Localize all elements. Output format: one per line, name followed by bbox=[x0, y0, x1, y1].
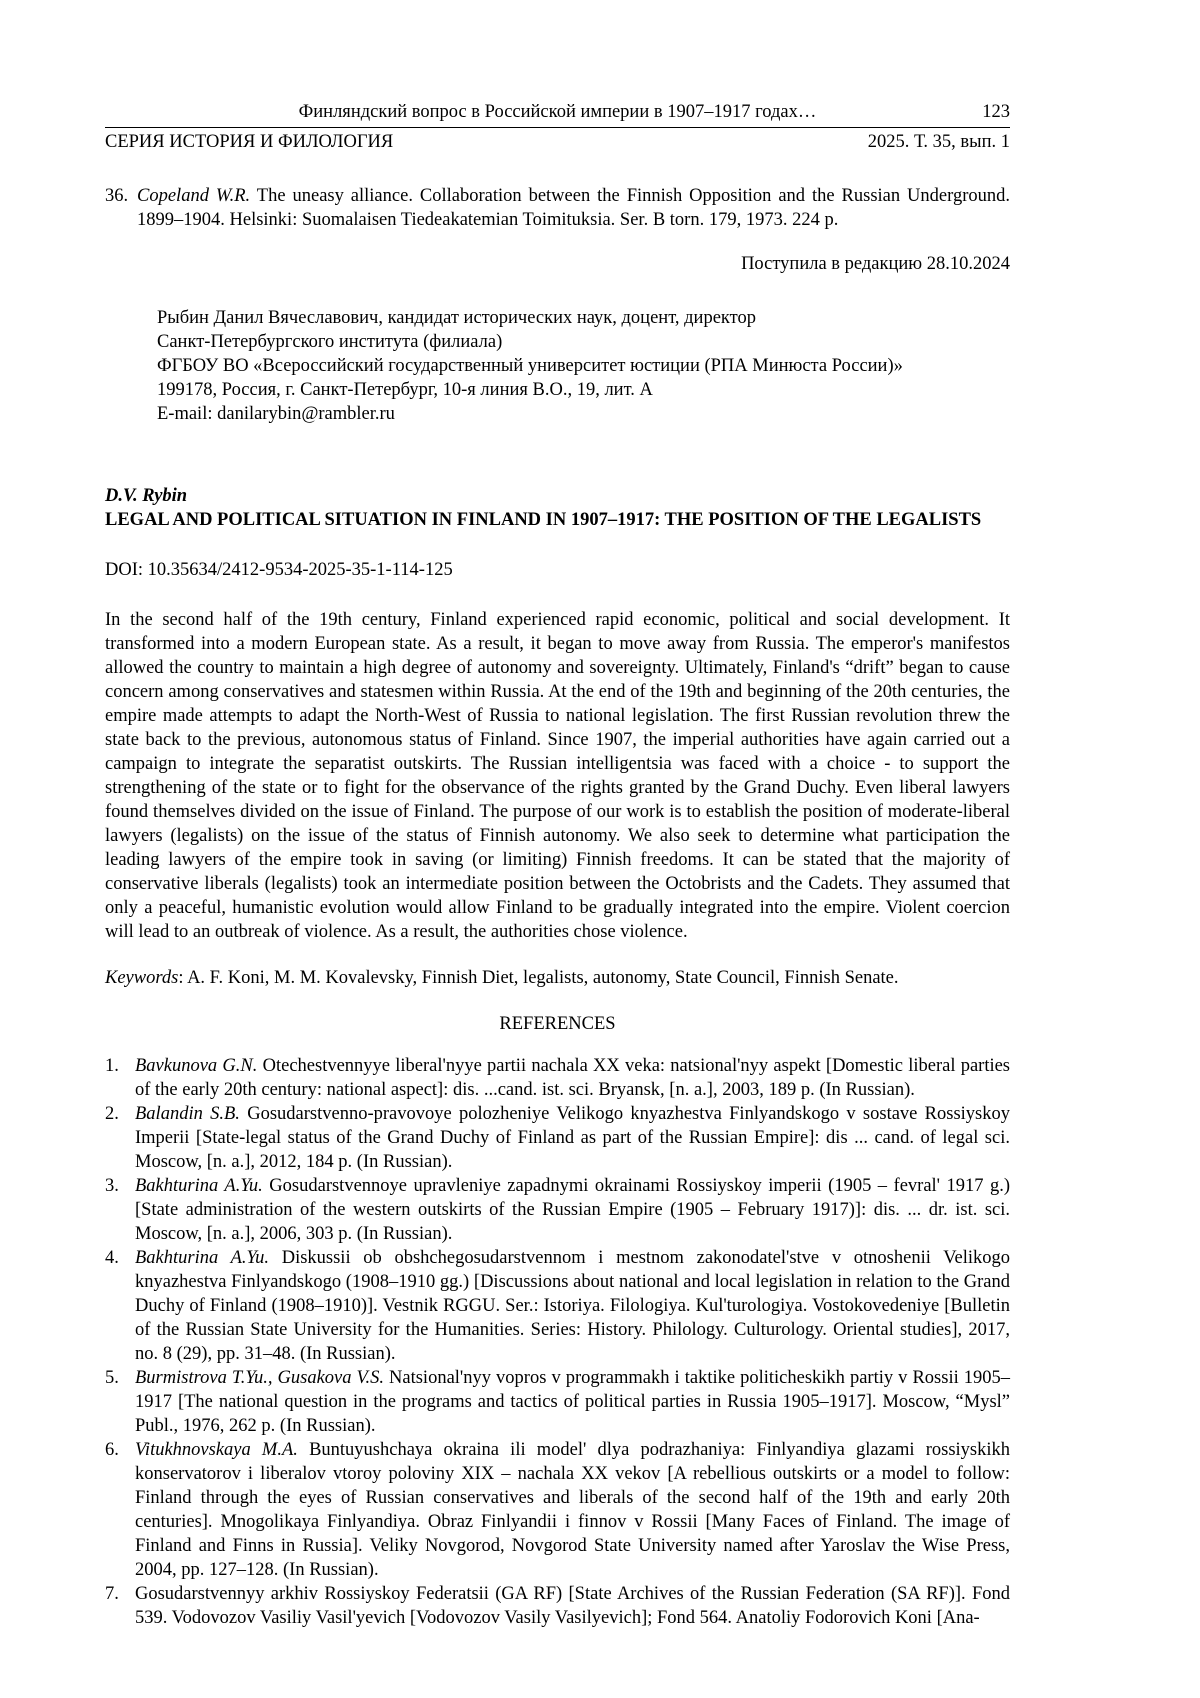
article-doi: DOI: 10.35634/2412-9534-2025-35-1-114-125 bbox=[105, 560, 453, 580]
keywords-line bbox=[105, 966, 1010, 990]
received-date: Поступила в редакцию 28.10.2024 bbox=[741, 254, 1010, 274]
reference-text: Copeland W.R. The uneasy alliance. Collaboration between the Finnish Opposition and the Russian Underground. 1899–1904. Helsinki: Suomalaisen Tiedeakatemian Toimituksia. Ser. B torn. 179, 1973. 224 p. bbox=[137, 186, 1010, 230]
article-title: LEGAL AND POLITICAL SITUATION IN FINLAND IN 1907–1917: THE POSITION OF THE LEGALISTS bbox=[105, 510, 982, 530]
references-heading: REFERENCES bbox=[499, 1014, 616, 1034]
keywords-text: : A. F. Koni, M. M. Kovalevsky, Finnish Diet, legalists, autonomy, State Council, Finnish Senate. bbox=[178, 968, 899, 988]
article-author: D.V. Rybin bbox=[105, 486, 188, 506]
reference-text: Balandin S.B. Gosudarstvenno-pravovoye polozheniye Velikogo knyazhestva Finlyandskogo v sostave Rossiyskoy Imperii [State-legal status of the Grand Duchy of Finland as part of the Russian Empire]: dis ... cand. of legal sci. Moscow, [n. a.], 2012, 184 p. (In Russian). bbox=[135, 1104, 1011, 1172]
reference-text: Burmistrova T.Yu., Gusakova V.S. Natsional'nyy vopros v programmakh i taktike politicheskikh partiy v Rossii 1905–1917 [The national question in the programs and tactics of political parties in Russia 1905–1917]. Moscow, “Mysl” Publ., 1976, 262 p. (In Russian). bbox=[135, 1368, 1011, 1436]
author-info-line: Рыбин Данил Вячеславович, кандидат исторических наук, доцент, директор bbox=[157, 308, 757, 328]
author-info-line: E-mail: danilarybin@rambler.ru bbox=[157, 404, 395, 424]
reference-number: 2. bbox=[105, 1104, 119, 1124]
series-row bbox=[105, 130, 1010, 154]
reference-text: Bakhturina A.Yu. Diskussii ob obshchegosudarstvennom i mestnom zakonodatel'stve v otnoshenii Velikogo knyazhestva Finlyandskogo (1908–1910 gg.) [Discussions about national and local legislation in relation to the Grand Duchy of Finland (1908–1910)]. Vestnik RGGU. Ser.: Istoriya. Filologiya. Kul'turologiya. Vostokovedeniye [Bulletin of the Russian State University for the Humanities. Series: History. Philology. Culturology. Oriental studies], 2017, no. 8 (29), pp. 31–48. (In Russian). bbox=[135, 1248, 1011, 1364]
reference-author: Burmistrova T.Yu., Gusakova V.S. bbox=[135, 1368, 384, 1388]
author-info-line: ФГБОУ ВО «Всероссийский государственный университет юстиции (РПА Минюста России)» bbox=[157, 356, 903, 376]
volume-info: 2025. Т. 35, вып. 1 bbox=[867, 132, 1010, 152]
reference-number: 1. bbox=[105, 1056, 119, 1076]
reference-item bbox=[105, 1102, 1010, 1174]
reference-author: Balandin S.B. bbox=[135, 1104, 240, 1124]
running-head-row bbox=[105, 100, 1010, 124]
reference-number: 36. bbox=[105, 186, 129, 206]
author-info-block bbox=[157, 306, 1010, 426]
author-info-line: Санкт-Петербургского института (филиала) bbox=[157, 332, 503, 352]
reference-item bbox=[105, 1174, 1010, 1246]
reference-item bbox=[105, 1366, 1010, 1438]
page-number: 123 bbox=[982, 102, 1010, 122]
reference-number: 4. bbox=[105, 1248, 119, 1268]
reference-author: Bavkunova G.N. bbox=[135, 1056, 258, 1076]
series-title: СЕРИЯ ИСТОРИЯ И ФИЛОЛОГИЯ bbox=[105, 132, 394, 152]
header-rule bbox=[105, 127, 1010, 128]
reference-text: Bavkunova G.N. Otechestvennyye liberal'nyye partii nachala XX veka: natsional'nyy aspekt [Domestic liberal parties of the early 20th century: national aspect]: dis. ...cand. ist. sci. Bryansk, [n. a.], 2003, 189 p. (In Russian). bbox=[135, 1056, 1011, 1100]
keywords-label: Keywords bbox=[105, 968, 179, 988]
reference-item-36 bbox=[105, 184, 1010, 232]
reference-item bbox=[105, 1438, 1010, 1582]
reference-author: Copeland W.R. bbox=[137, 186, 251, 206]
reference-text: Bakhturina A.Yu. Gosudarstvennoye upravleniye zapadnymi okrainami Rossiyskoy imperii (1905 – fevral' 1917 g.) [State administration of the western outskirts of the Russian Empire (1905 – February 1917)]: dis. ... dr. ist. sci. Moscow, [n. a.], 2006, 303 p. (In Russian). bbox=[135, 1176, 1011, 1244]
reference-item bbox=[105, 1246, 1010, 1366]
reference-author: Vitukhnovskaya M.A. bbox=[135, 1440, 298, 1460]
reference-number: 6. bbox=[105, 1440, 119, 1460]
reference-text: Vitukhnovskaya M.A. Buntuyushchaya okraina ili model' dlya podrazhaniya: Finlyandiya glazami rossiyskikh konservatorov i liberalov vtoroy poloviny XIX – nachala XX vekov [A rebellious outskirts or a model to follow: Finland through the eyes of Russian conservatives and liberals of the second half of the 19th and early 20th centuries]. Mnogolikaya Finlyandiya. Obraz Finlyandii i finnov v Rossii [Many Faces of Finland. The image of Finland and Finns in Russia]. Veliky Novgorod, Novgorod State University named after Yaroslav the Wise Press, 2004, pp. 127–128. (In Russian). bbox=[135, 1440, 1011, 1580]
reference-number: 3. bbox=[105, 1176, 119, 1196]
author-info-line: 199178, Россия, г. Санкт-Петербург, 10-я линия В.О., 19, лит. А bbox=[157, 380, 653, 400]
running-title: Финляндский вопрос в Российской империи в 1907–1917 годах… bbox=[298, 102, 817, 122]
reference-number: 7. bbox=[105, 1584, 119, 1604]
article-abstract: In the second half of the 19th century, Finland experienced rapid economic, political and social development. It transformed into a modern European state. As a result, it began to move away from Russia. The emperor's manifestos allowed the country to maintain a high degree of autonomy and sovereignty. Ultimately, Finland's “drift” began to cause concern among conservatives and statesmen within Russia. At the end of the 19th and beginning of the 20th centuries, the empire made attempts to adapt the North-West of Russia to national legislation. The first Russian revolution threw the state back to the previous, autonomous status of Finland. Since 1907, the imperial authorities have again carried out a campaign to integrate the separatist outskirts. The Russian intelligentsia was faced with a choice - to support the strengthening of the state or to fight for the observance of the rights granted by the Grand Duchy. Even liberal lawyers found themselves divided on the issue of Finland. The purpose of our work is to establish the position of moderate-liberal lawyers (legalists) on the issue of the status of Finnish autonomy. We also seek to determine what participation the leading lawyers of the empire took in saving (or limiting) Finnish freedoms. It can be stated that the majority of conservative liberals (legalists) took an intermediate position between the Octobrists and the Cadets. They assumed that only a peaceful, humanistic evolution would allow Finland to be gradually integrated into the empire. Violent coercion will lead to an outbreak of violence. As a result, the authorities chose violence. bbox=[105, 610, 1010, 942]
reference-author: Bakhturina A.Yu. bbox=[135, 1248, 269, 1268]
reference-item bbox=[105, 1054, 1010, 1102]
reference-author: Bakhturina A.Yu. bbox=[135, 1176, 263, 1196]
reference-text: Gosudarstvennyy arkhiv Rossiyskoy Federatsii (GA RF) [State Archives of the Russian Federation (SA RF)]. Fond 539. Vodovozov Vasiliy Vasil'yevich [Vodovozov Vasily Vasilyevich]; Fond 564. Anatoliy Fodorovich Koni [Ana- bbox=[135, 1584, 1010, 1628]
reference-item bbox=[105, 1582, 1010, 1630]
references-list bbox=[105, 1054, 1010, 1630]
reference-number: 5. bbox=[105, 1368, 119, 1388]
page-header bbox=[105, 100, 1010, 154]
